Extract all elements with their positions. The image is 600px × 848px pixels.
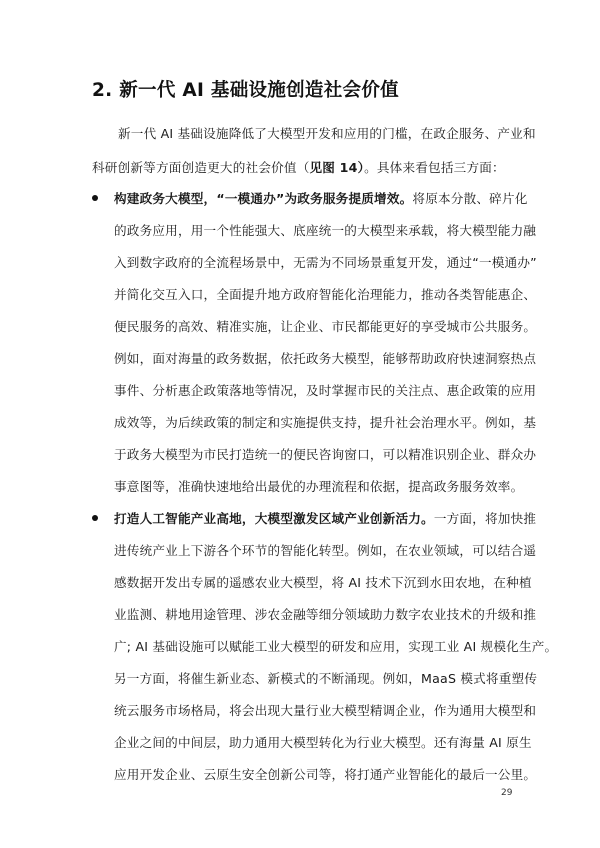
bullet-1-first-line <box>114 188 528 207</box>
bullet-2-line: 企业之间的中间层，助力通用大模型转化为行业大模型。还有海量 AI 原生 <box>114 735 532 750</box>
bullet-1-line: 例如，面对海量的政务数据，依托政务大模型，能够帮助政府快速洞察热点 <box>114 351 537 366</box>
intro-line-2-pre: 科研创新等方面创造更大的社会价值（ <box>92 160 310 175</box>
bullet-2-line: 进传统产业上下游各个环节的智能化转型。例如，在农业领域，可以结合遥 <box>114 543 537 558</box>
section-heading: 2. 新一代 AI 基础设施创造社会价值 <box>92 80 399 101</box>
bullet-2-first-rest: 一方面，将加快推 <box>433 511 537 526</box>
bullet-1-line: 入到数字政府的全流程场景中，无需为不同场景重复开发，通过“一模通办” <box>114 255 537 270</box>
bullet-1-line: 便民服务的高效、精准实施，让企业、市民都能更好的享受城市公共服务。 <box>114 319 537 334</box>
bullet-2-line: 广; AI 基础设施可以赋能工业大模型的研发和应用，实现工业 AI 规模化生产。 <box>114 639 558 654</box>
bullet-1-line: 并简化交互入口，全面提升地方政府智能化治理能力，推动各类智能惠企、 <box>114 287 537 302</box>
intro-line-2 <box>92 157 505 176</box>
intro-line-1: 新一代 AI 基础设施降低了大模型开发和应用的门槛，在政企服务、产业和 <box>118 126 536 141</box>
bullet-2-line: 另一方面，将催生新业态、新模式的不断涌现。例如，MaaS 模式将重塑传 <box>114 671 538 686</box>
bullet-2-line: 业监测、耕地用途管理、涉农金融等细分领域助力数字农业技术的升级和推 <box>114 607 537 622</box>
figure-reference: 见图 14） <box>309 160 365 175</box>
bullet-2-first-line <box>114 508 536 527</box>
bullet-2-marker <box>92 515 98 521</box>
bullet-1-marker <box>92 195 98 201</box>
bullet-1-line: 事意图等，准确快速地给出最优的办理流程和依据，提高政务服务效率。 <box>114 479 524 494</box>
bullet-1-line: 于政务大模型为市民打造统一的便民咨询窗口，可以精准识别企业、群众办 <box>114 447 537 462</box>
bullet-1-lead: 构建政务大模型，“一模通办”为政务服务提质增效。 <box>114 191 413 206</box>
intro-line-2-post: 。具体来看包括三方面： <box>364 160 505 175</box>
bullet-1-line: 的政务应用，用一个性能强大、底座统一的大模型来承载，将大模型能力融 <box>114 223 537 238</box>
bullet-1-line: 成效等，为后续政策的制定和实施提供支持，提升社会治理水平。例如，基 <box>114 415 537 430</box>
bullet-1-first-rest: 将原本分散、碎片化 <box>412 191 528 206</box>
bullet-2-line: 感数据开发出专属的遥感农业大模型，将 AI 技术下沉到水田农地，在种植 <box>114 575 532 590</box>
bullet-2-line: 统云服务市场格局，将会出现大量行业大模型精调企业，作为通用大模型和 <box>114 703 537 718</box>
bullet-2-lead: 打造人工智能产业高地，大模型激发区域产业创新活力。 <box>114 511 434 526</box>
bullet-2-line: 应用开发企业、云原生安全创新公司等，将打通产业智能化的最后一公里。 <box>114 767 537 782</box>
bullet-1-line: 事件、分析惠企政策落地等情况，及时掌握市民的关注点、惠企政策的应用 <box>114 383 537 398</box>
page-number: 29 <box>501 788 513 798</box>
